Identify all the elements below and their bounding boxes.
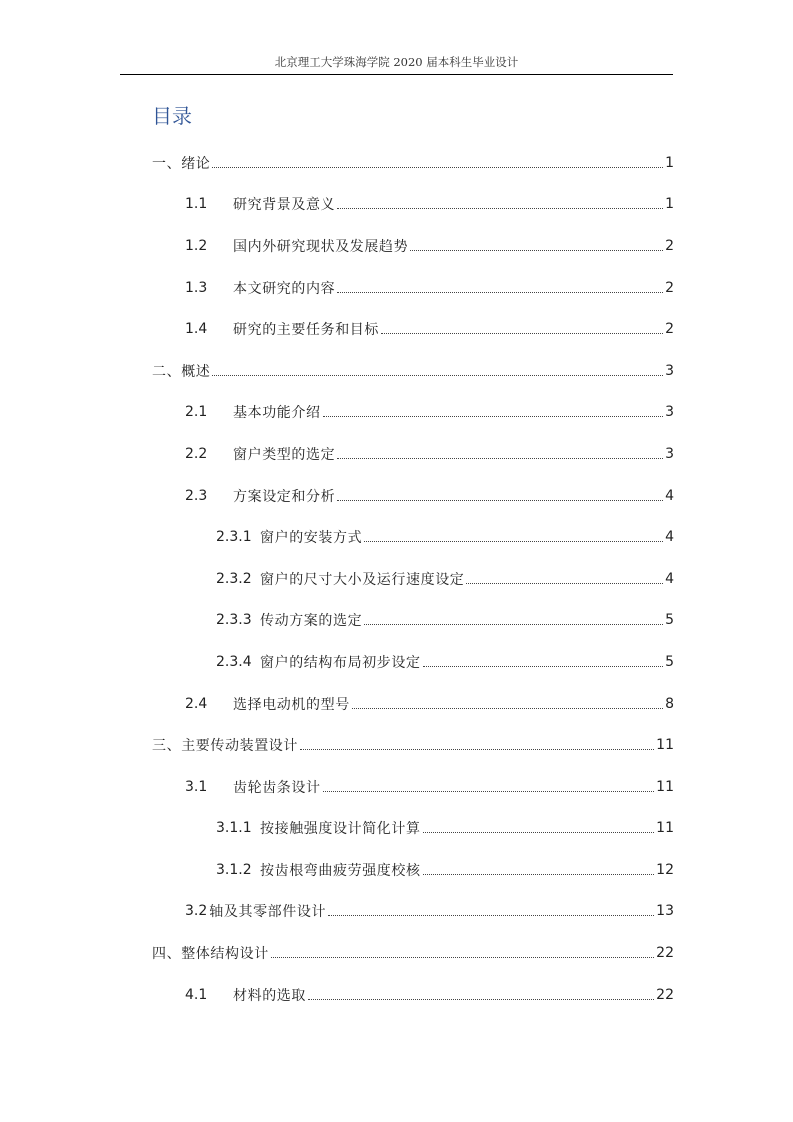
toc-entry-number: 1.2 bbox=[185, 237, 208, 254]
toc-entry-text: 按齿根弯曲疲劳强度校核 bbox=[260, 862, 421, 879]
toc-entry-2-3-1[interactable] bbox=[152, 516, 674, 558]
toc-page-number: 22 bbox=[656, 986, 674, 1003]
toc-page-number: 12 bbox=[656, 861, 674, 878]
toc-entry-text: 一、绪论 bbox=[152, 155, 211, 172]
dot-leader bbox=[381, 332, 663, 334]
toc-entry-text: 国内外研究现状及发展趋势 bbox=[233, 238, 409, 255]
dot-leader bbox=[364, 540, 663, 542]
toc-entry-number: 3.1.2 bbox=[216, 861, 252, 878]
toc-entry-number: 2.4 bbox=[185, 695, 208, 712]
toc-page-number: 22 bbox=[656, 945, 674, 962]
toc-page-number: 1 bbox=[665, 196, 674, 213]
toc-entry-number: 1.3 bbox=[185, 279, 208, 296]
toc-entry-3-1[interactable] bbox=[152, 766, 674, 808]
toc-entry-number: 2.3.2 bbox=[216, 570, 252, 587]
toc-entry-2-3-3[interactable] bbox=[152, 600, 674, 642]
dot-leader bbox=[410, 249, 663, 251]
toc-entry-1-4[interactable] bbox=[152, 308, 674, 350]
toc-page-number: 2 bbox=[665, 321, 674, 338]
toc-entry-chapter-4[interactable] bbox=[152, 932, 674, 974]
toc-entry-text: 轴及其零部件设计 bbox=[209, 904, 327, 921]
toc-page-number: 3 bbox=[665, 404, 674, 421]
toc-page-number: 8 bbox=[665, 695, 674, 712]
toc-entry-text: 研究的主要任务和目标 bbox=[233, 322, 379, 339]
dot-leader bbox=[423, 831, 655, 833]
toc-entry-2-1[interactable] bbox=[152, 392, 674, 434]
dot-leader bbox=[308, 998, 654, 1000]
toc-page-number: 1 bbox=[665, 154, 674, 171]
toc-entry-text: 选择电动机的型号 bbox=[233, 696, 350, 713]
toc-entry-chapter-3[interactable] bbox=[152, 724, 674, 766]
toc-entry-number: 3.1.1 bbox=[216, 820, 252, 837]
toc-entry-text: 基本功能介绍 bbox=[233, 405, 321, 422]
toc-entry-chapter-1[interactable] bbox=[152, 142, 674, 184]
dot-leader bbox=[323, 790, 655, 792]
toc-entry-number: 2.3.4 bbox=[216, 653, 252, 670]
dot-leader bbox=[466, 582, 663, 584]
toc-entry-number: 2.3.1 bbox=[216, 529, 252, 546]
dot-leader bbox=[300, 748, 654, 750]
toc-entry-4-1[interactable] bbox=[152, 974, 674, 1016]
toc-entry-text: 四、整体结构设计 bbox=[152, 946, 269, 963]
toc-page-number: 11 bbox=[656, 778, 674, 795]
dot-leader bbox=[423, 665, 663, 667]
dot-leader bbox=[328, 914, 654, 916]
toc-entry-text: 窗户的结构布局初步设定 bbox=[260, 654, 421, 671]
toc-page-number: 5 bbox=[665, 612, 674, 629]
toc-entry-number: 2.2 bbox=[185, 445, 208, 462]
toc-entry-text: 本文研究的内容 bbox=[233, 280, 336, 297]
toc-page-number: 3 bbox=[665, 445, 674, 462]
toc-entry-1-1[interactable] bbox=[152, 184, 674, 226]
dot-leader bbox=[337, 291, 663, 293]
toc-page-number: 2 bbox=[665, 279, 674, 296]
toc-entry-3-1-2[interactable] bbox=[152, 849, 674, 891]
toc-page-number: 13 bbox=[656, 903, 674, 920]
toc-entry-number: 4.1 bbox=[185, 986, 208, 1003]
toc-entry-2-4[interactable] bbox=[152, 683, 674, 725]
page-header: 北京理工大学珠海学院 2020 届本科生毕业设计 bbox=[274, 55, 519, 69]
toc-entry-2-3[interactable] bbox=[152, 475, 674, 517]
dot-leader bbox=[323, 415, 663, 417]
toc-entry-1-3[interactable] bbox=[152, 267, 674, 309]
toc-page-number: 2 bbox=[665, 237, 674, 254]
toc-entry-2-2[interactable] bbox=[152, 433, 674, 475]
dot-leader bbox=[337, 499, 663, 501]
dot-leader bbox=[352, 707, 663, 709]
header-rule bbox=[120, 74, 673, 75]
toc-entry-text: 传动方案的选定 bbox=[260, 613, 363, 630]
toc-page-number: 4 bbox=[665, 487, 674, 504]
toc-page-number: 4 bbox=[665, 570, 674, 587]
toc-entry-chapter-2[interactable] bbox=[152, 350, 674, 392]
dot-leader bbox=[337, 207, 663, 209]
toc-entry-text: 三、主要传动装置设计 bbox=[152, 738, 298, 755]
toc-entry-number: 1.1 bbox=[185, 196, 208, 213]
toc-page-number: 4 bbox=[665, 529, 674, 546]
toc-entry-number: 2.3.3 bbox=[216, 612, 252, 629]
toc-entry-text: 按接触强度设计简化计算 bbox=[260, 821, 421, 838]
dot-leader bbox=[423, 873, 655, 875]
dot-leader bbox=[364, 623, 663, 625]
dot-leader bbox=[337, 457, 663, 459]
toc-page-number: 5 bbox=[665, 653, 674, 670]
toc-entry-3-2[interactable] bbox=[152, 891, 674, 933]
toc-page-number: 11 bbox=[656, 737, 674, 754]
toc-entry-number: 2.3 bbox=[185, 487, 208, 504]
toc-title: 目录 bbox=[152, 104, 192, 128]
toc-entry-text: 二、概述 bbox=[152, 363, 211, 380]
dot-leader bbox=[271, 956, 654, 958]
toc-entry-text: 窗户的尺寸大小及运行速度设定 bbox=[260, 571, 465, 588]
toc-entry-2-3-2[interactable] bbox=[152, 558, 674, 600]
toc-entry-3-1-1[interactable] bbox=[152, 808, 674, 850]
toc-entry-number: 1.4 bbox=[185, 321, 208, 338]
toc-entry-number: 2.1 bbox=[185, 404, 208, 421]
toc-entry-2-3-4[interactable] bbox=[152, 641, 674, 683]
toc-entry-text: 窗户类型的选定 bbox=[233, 446, 336, 463]
toc-entry-text: 齿轮齿条设计 bbox=[233, 779, 321, 796]
dot-leader bbox=[212, 166, 663, 168]
dot-leader bbox=[212, 374, 663, 376]
toc-entry-number: 3.2 bbox=[185, 903, 208, 920]
toc-page-number: 11 bbox=[656, 820, 674, 837]
toc-entry-text: 研究背景及意义 bbox=[233, 197, 336, 214]
toc-entry-text: 材料的选取 bbox=[233, 987, 306, 1004]
table-of-contents bbox=[152, 142, 674, 1015]
toc-entry-1-2[interactable] bbox=[152, 225, 674, 267]
toc-entry-number: 3.1 bbox=[185, 778, 208, 795]
toc-page-number: 3 bbox=[665, 362, 674, 379]
toc-entry-text: 窗户的安装方式 bbox=[260, 530, 363, 547]
toc-entry-text: 方案设定和分析 bbox=[233, 488, 336, 505]
